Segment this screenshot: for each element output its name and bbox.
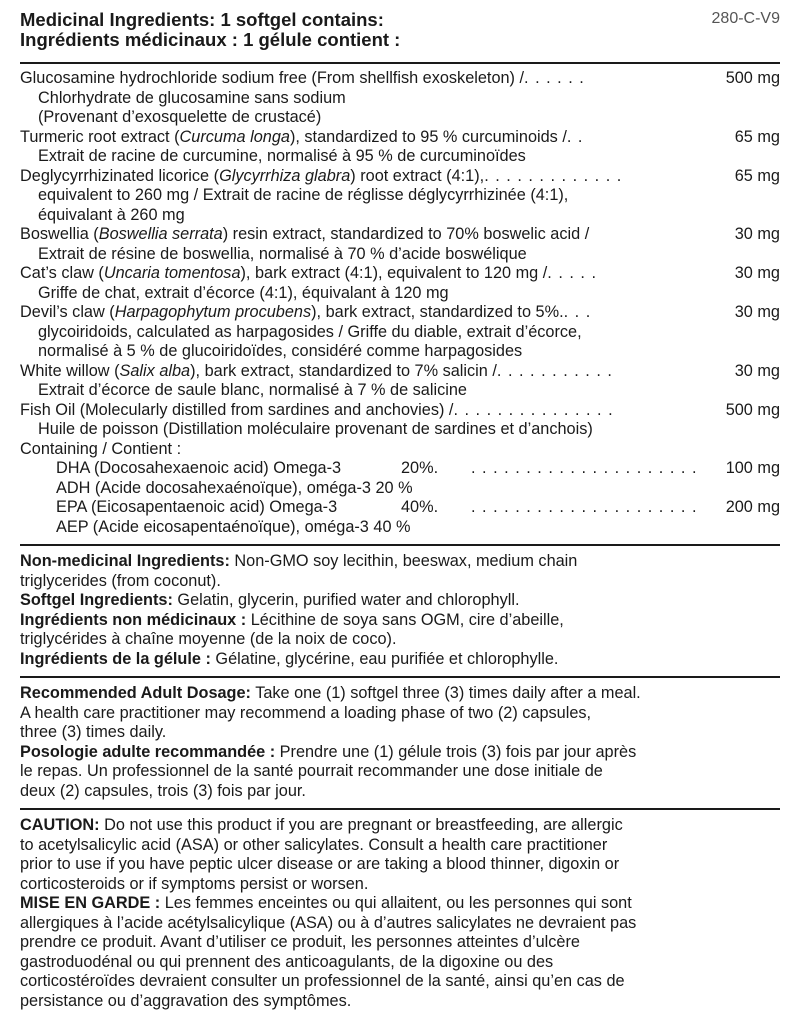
dosage-en-3: three (3) times daily. xyxy=(20,723,167,741)
amount: 30 mg xyxy=(734,361,780,380)
ingredient-cats-claw-fr: Griffe de chat, extrait d’écorce (4:1), équivalant à 120 mg xyxy=(38,283,449,302)
caution-en-3: prior to use if you have peptic ulcer disease or are taking a blood thinner, digoxin or xyxy=(20,855,620,873)
dosage-en-1: Recommended Adult Dosage: Take one (1) softgel three (3) times daily after a meal. xyxy=(20,684,641,702)
ingredient-white-willow: White willow (Salix alba), bark extract, standardized to 7% salicin / . . . . . . . . . . . 30 mg xyxy=(20,361,780,380)
caution-section xyxy=(20,810,780,1018)
amount: 200 mg xyxy=(725,498,780,516)
dosage-fr-3: deux (2) capsules, trois (3) fois par jour. xyxy=(20,781,306,800)
ingredient-glucosamine: Glucosamine hydrochloride sodium free (From shellfish exoskeleton) / . . . . . . 500 mg xyxy=(20,69,780,87)
non-medicinal-en-cont: triglycerides (from coconut). xyxy=(20,571,221,590)
ingredient-white-willow-fr: Extrait d’écorce de saule blanc, normalisé à 7 % de salicine xyxy=(38,381,467,399)
non-medicinal-en: Non-medicinal Ingredients: Non-GMO soy lecithin, beeswax, medium chain xyxy=(20,552,578,570)
ingredient-glucosamine-fr: Chlorhydrate de glucosamine sans sodium xyxy=(38,88,346,107)
sub-ingredient-epa: EPA (Eicosapentaenoic acid) Omega-3 40%. . . . . . . . . . . . . . . . . . . . . . 200 mg xyxy=(56,498,780,516)
amount: 30 mg xyxy=(734,264,780,282)
amount: 65 mg xyxy=(734,166,780,185)
non-medicinal-section xyxy=(20,546,780,676)
caution-en-1: CAUTION: Do not use this product if you are pregnant or breastfeeding, are allergic xyxy=(20,816,623,834)
ingredient-turmeric: Turmeric root extract (Curcuma longa), standardized to 95 % curcuminoids / . . 65 mg xyxy=(20,127,780,146)
sub-ingredient-adh: ADH (Acide docosahexaénoïque), oméga-3 20 % xyxy=(56,478,413,497)
caution-en-2: to acetylsalicylic acid (ASA) or other salicylates. Consult a health care practitioner xyxy=(20,835,608,854)
caution-fr-1: MISE EN GARDE : Les femmes enceintes ou qui allaitent, ou les personnes qui sont xyxy=(20,894,632,912)
ingredient-cats-claw: Cat’s claw (Uncaria tomentosa), bark extract (4:1), equivalent to 120 mg / . . . . . 30 mg xyxy=(20,264,780,282)
non-medicinal-fr: Ingrédients non médicinaux : Lécithine de soya sans OGM, cire d’abeille, xyxy=(20,610,564,629)
ingredient-licorice-line3: équivalant à 260 mg xyxy=(38,205,185,224)
caution-fr-5: corticostéroïdes devraient consulter un professionnel de la santé, ainsi qu’en cas de xyxy=(20,972,625,990)
amount: 30 mg xyxy=(734,303,780,321)
dosage-section xyxy=(20,678,780,808)
title-english: Medicinal Ingredients: 1 softgel contains: xyxy=(20,9,384,30)
ingredient-glucosamine-fr-source: (Provenant d’exosquelette de crustacé) xyxy=(38,108,322,126)
ingredient-turmeric-fr: Extrait de racine de curcumine, normalisé à 95 % de curcuminoïdes xyxy=(38,147,526,165)
ingredient-devils-claw-line2: glycoiridoids, calculated as harpagosides / Griffe du diable, extrait d’écorce, xyxy=(38,322,582,341)
non-medicinal-fr-cont: triglycérides à chaîne moyenne (de la noix de coco). xyxy=(20,630,397,648)
caution-en-4: corticosteroids or if symptoms persist or worsen. xyxy=(20,874,369,893)
dosage-fr-2: le repas. Un professionnel de la santé pourrait recommander une dose initiale de xyxy=(20,762,603,780)
containing-heading: Containing / Contient : xyxy=(20,439,182,458)
dosage-en-2: A health care practitioner may recommend a loading phase of two (2) capsules, xyxy=(20,703,592,722)
dosage-fr-1: Posologie adulte recommandée : Prendre une (1) gélule trois (3) fois par jour après xyxy=(20,742,637,761)
ingredient-fish-oil-fr: Huile de poisson (Distillation moléculaire provenant de sardines et d’anchois) xyxy=(38,420,593,438)
caution-fr-3: prendre ce produit. Avant d’utiliser ce produit, les personnes atteintes d’ulcère xyxy=(20,933,580,951)
amount: 100 mg xyxy=(725,459,780,477)
title-french: Ingrédients médicinaux : 1 gélule contient : xyxy=(20,29,401,50)
amount: 500 mg xyxy=(725,400,780,419)
ingredient-boswellia: Boswellia (Boswellia serrata) resin extract, standardized to 70% boswelic acid / 30 mg xyxy=(20,225,780,243)
product-code: 280-C-V9 xyxy=(711,10,780,27)
sub-ingredient-dha: DHA (Docosahexaenoic acid) Omega-3 20%. . . . . . . . . . . . . . . . . . . . . . 100 mg xyxy=(56,459,780,477)
ingredient-devils-claw: Devil’s claw (Harpagophytum procubens), bark extract, standardized to 5%. . . . 30 mg xyxy=(20,303,780,321)
supplement-label xyxy=(20,10,780,1018)
amount: 30 mg xyxy=(734,225,780,243)
softgel-ingredients-fr: Ingrédients de la gélule : Gélatine, glycérine, eau purifiée et chlorophylle. xyxy=(20,649,559,668)
ingredient-licorice: Deglycyrrhizinated licorice (Glycyrrhiza glabra) root extract (4:1), . . . . . . . . . . . . . 65 mg xyxy=(20,166,780,185)
ingredient-fish-oil: Fish Oil (Molecularly distilled from sardines and anchovies) / . . . . . . . . . . . . . . . 500 mg xyxy=(20,400,780,419)
ingredient-licorice-line2: equivalent to 260 mg / Extrait de racine de réglisse déglycyrrhizinée (4:1), xyxy=(38,186,569,204)
caution-fr-6: persistance ou d’aggravation des symptômes. xyxy=(20,991,352,1010)
caution-fr-2: allergiques à l’acide acétylsalicylique (ASA) ou à d’autres salicylates ne devraient pas xyxy=(20,913,637,932)
caution-fr-4: gastroduodénal ou qui prennent des anticoagulants, de la digoxine ou des xyxy=(20,952,554,971)
ingredient-devils-claw-line3: normalisé à 5 % de glucoiridoïdes, considéré comme harpagosides xyxy=(38,342,523,360)
amount: 65 mg xyxy=(734,127,780,146)
softgel-ingredients-en: Softgel Ingredients: Gelatin, glycerin, purified water and chlorophyll. xyxy=(20,591,520,609)
ingredient-boswellia-fr: Extrait de résine de boswellia, normalisé à 70 % d’acide boswélique xyxy=(38,244,527,263)
amount: 500 mg xyxy=(725,69,780,87)
sub-ingredient-aep: AEP (Acide eicosapentaénoïque), oméga-3 40 % xyxy=(56,517,411,536)
label-header xyxy=(20,10,780,62)
medicinal-ingredients-list xyxy=(20,64,780,544)
